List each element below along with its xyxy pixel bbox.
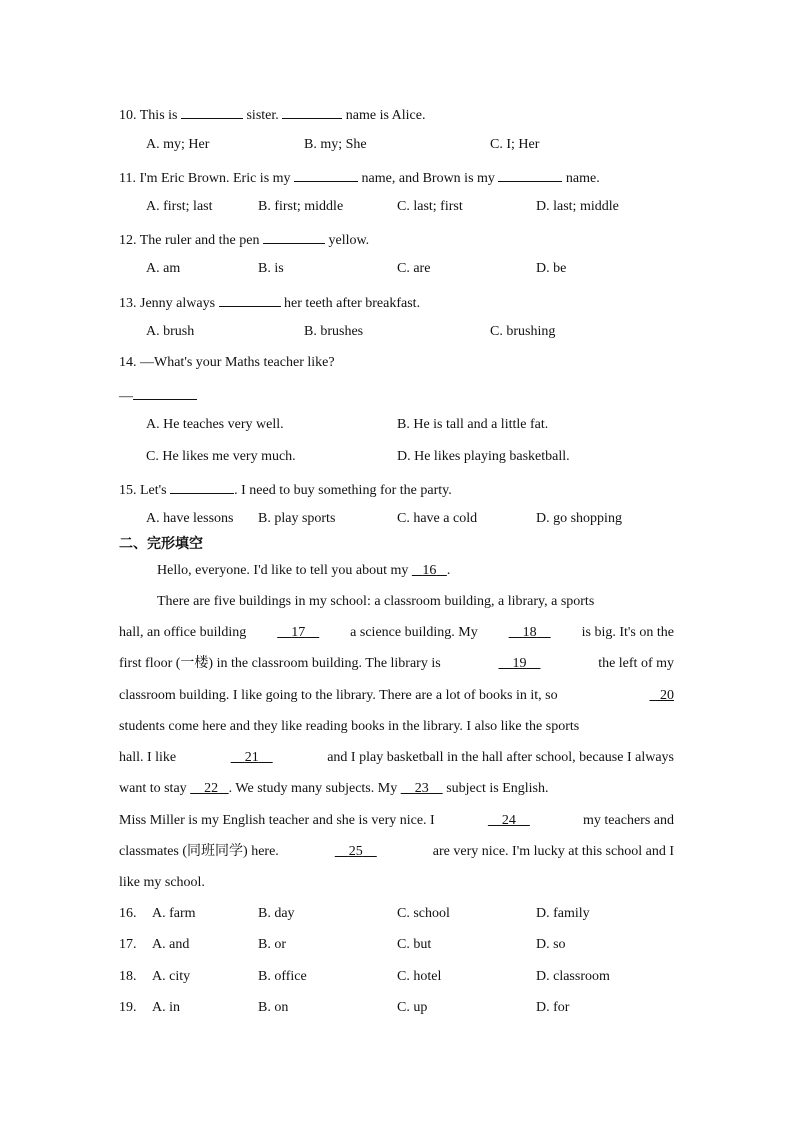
answer-blank <box>219 292 281 307</box>
answer-blank <box>294 167 358 182</box>
question-number: 10. <box>119 108 137 123</box>
option-a: A. farm <box>152 906 196 921</box>
option-b: B. He is tall and a little fat. <box>397 417 549 432</box>
option-c: C. brushing <box>490 324 556 339</box>
option-d: D. He likes playing basketball. <box>397 449 570 464</box>
option-d: D. last; middle <box>536 199 619 214</box>
passage-line: hall. I like 21 and I play basketball in the hall after school, because I always <box>119 750 674 765</box>
passage-line: students come here and they like reading books in the library. I also like the sports <box>119 719 580 734</box>
option-c: C. are <box>397 261 431 276</box>
option-a: A. city <box>152 969 191 984</box>
passage-line: There are five buildings in my school: a classroom building, a library, a sports <box>157 594 595 609</box>
option-d: D. so <box>536 937 566 952</box>
question-12: 12. The ruler and the pen yellow. <box>119 229 369 250</box>
question-10: 10. This is sister. name is Alice. <box>119 104 425 125</box>
option-b: B. day <box>258 906 295 921</box>
blank-18: 18 <box>522 625 537 640</box>
option-a: A. am <box>146 261 181 276</box>
option-d: D. classroom <box>536 969 610 984</box>
section-title: 二、完形填空 <box>119 536 203 552</box>
blank-25: 25 <box>348 844 363 859</box>
answer-blank <box>181 104 243 119</box>
option-c: C. have a cold <box>397 511 478 526</box>
option-c: C. up <box>397 1000 428 1015</box>
blank-16: 16 <box>422 563 437 578</box>
option-d: D. family <box>536 906 590 921</box>
option-a: A. my; Her <box>146 137 210 152</box>
passage-line: classmates (同班同学) here. 25 are very nice. I'm lucky at this school and I <box>119 844 674 859</box>
option-b: B. first; middle <box>258 199 344 214</box>
option-b: B. play sports <box>258 511 336 526</box>
option-d: D. for <box>536 1000 570 1015</box>
option-a: A. in <box>152 1000 180 1015</box>
question-13: 13. Jenny always her teeth after breakfast. <box>119 292 420 313</box>
option-c: C. I; Her <box>490 137 540 152</box>
option-b: B. or <box>258 937 286 952</box>
passage-line: first floor (一楼) in the classroom building. The library is 19 the left of my <box>119 656 674 671</box>
passage-line: Hello, everyone. I'd like to tell you about my 16 . <box>157 563 451 578</box>
answer-blank <box>170 479 234 494</box>
question-number: 12. <box>119 233 137 248</box>
option-c: C. but <box>397 937 432 952</box>
option-c: C. school <box>397 906 450 921</box>
option-d: D. be <box>536 261 567 276</box>
answer-blank <box>498 167 562 182</box>
answer-blank <box>263 229 325 244</box>
cloze-number: 17. <box>119 937 137 952</box>
passage-line: want to stay 22 . We study many subjects. My 23 subject is English. <box>119 781 549 796</box>
answer-blank <box>282 104 342 119</box>
question-number: 13. <box>119 296 137 311</box>
blank-17: 17 <box>291 625 306 640</box>
blank-19: 19 <box>512 656 527 671</box>
passage-line: Miss Miller is my English teacher and she is very nice. I 24 my teachers and <box>119 813 674 828</box>
option-c: C. He likes me very much. <box>146 449 296 464</box>
question-11: 11. I'm Eric Brown. Eric is my name, and Brown is my name. <box>119 167 600 188</box>
question-15: 15. Let's . I need to buy something for the party. <box>119 479 452 500</box>
option-a: A. brush <box>146 324 195 339</box>
option-b: B. is <box>258 261 284 276</box>
question-14: 14. —What's your Maths teacher like? <box>119 355 335 370</box>
answer-blank <box>133 385 197 400</box>
cloze-number: 16. <box>119 906 137 921</box>
option-a: A. and <box>152 937 190 952</box>
passage-line: like my school. <box>119 875 205 890</box>
cloze-number: 19. <box>119 1000 137 1015</box>
blank-23: 23 <box>414 781 429 796</box>
passage-line: classroom building. I like going to the library. There are a lot of books in it, so 20 <box>119 688 674 703</box>
option-b: B. office <box>258 969 307 984</box>
option-d: D. go shopping <box>536 511 622 526</box>
option-c: C. last; first <box>397 199 463 214</box>
answer-line: — <box>119 385 197 406</box>
cloze-number: 18. <box>119 969 137 984</box>
option-b: B. my; She <box>304 137 367 152</box>
blank-24: 24 <box>501 813 516 828</box>
option-a: A. first; last <box>146 199 213 214</box>
option-a: A. have lessons <box>146 511 234 526</box>
passage-line: hall, an office building 17 a science building. My 18 is big. It's on the <box>119 625 674 640</box>
blank-21: 21 <box>244 750 259 765</box>
blank-22: 22 <box>204 781 219 796</box>
question-number: 15. <box>119 483 137 498</box>
option-b: B. brushes <box>304 324 364 339</box>
option-a: A. He teaches very well. <box>146 417 284 432</box>
option-c: C. hotel <box>397 969 442 984</box>
blank-20: 20 <box>660 688 674 703</box>
option-b: B. on <box>258 1000 289 1015</box>
question-number: 11. <box>119 171 136 186</box>
question-number: 14. <box>119 355 137 370</box>
